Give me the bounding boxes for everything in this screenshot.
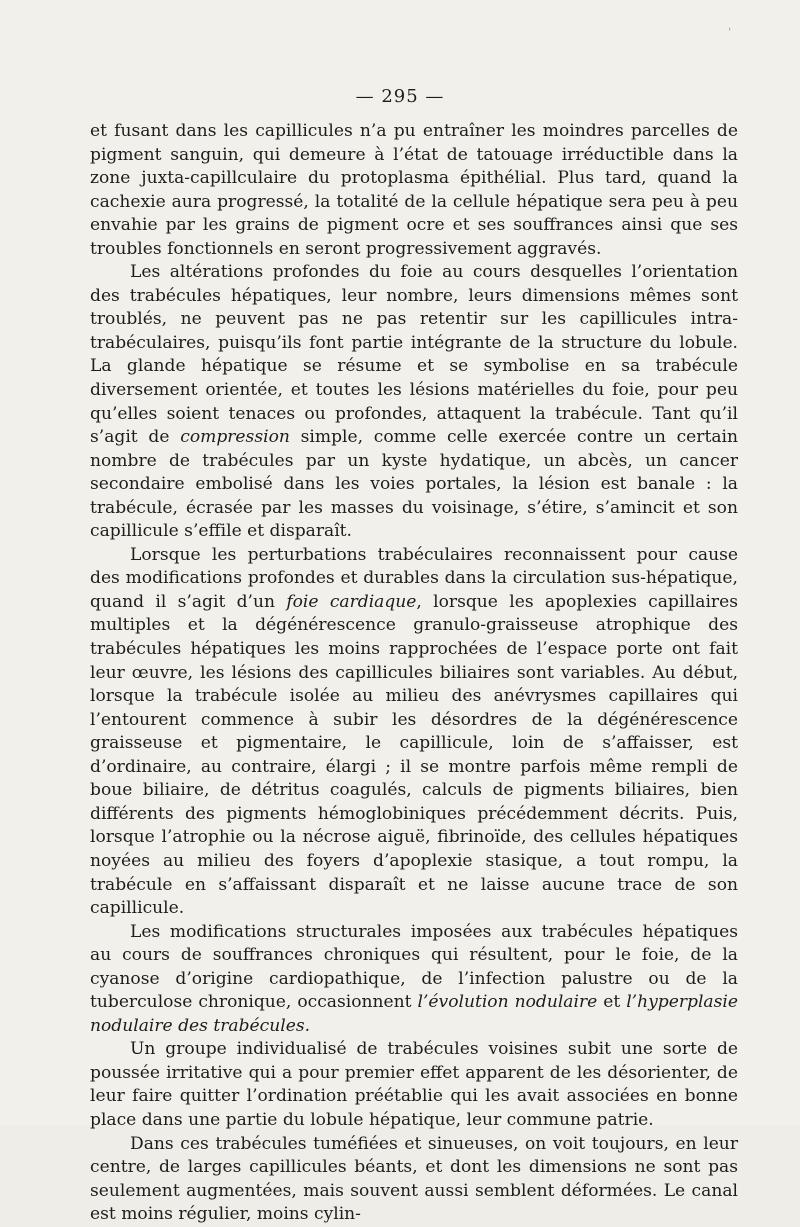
paragraph <box>90 261 738 544</box>
text-run: Les altérations profondes du foie au cours desquelles l’orientation des trabécules hépatiques, leur nombre, leurs dimensions mêmes sont troublés, ne peuvent pas ne pas retentir sur les capillicules intra-trabéculaires, puisqu’ils font partie intégrante de la structure du lobule. La glande hépatique se résume et se symbolise en sa trabécule diversement orientée, et toutes les lésions matérielles du foie, pour peu qu’elles soient tenaces ou profondes, attaquent la trabécule. Tant qu’il s’agit de <box>90 262 738 448</box>
paragraph <box>90 1038 738 1132</box>
italic-term: foie cardiaque <box>286 591 417 612</box>
paragraph <box>90 120 738 261</box>
text-run: Dans ces trabécules tuméfiées et sinueuses, on voit toujours, en leur centre, de larges capillicules béants, et dont les dimensions ne sont pas seulement augmentées, mais souvent aussi semblent déformées. Le canal est moins régulier, moins cylin- <box>90 1133 738 1225</box>
paragraph <box>90 544 738 921</box>
paragraph <box>90 921 738 1039</box>
text-run: , lorsque les apoplexies capillaires multiples et la dégénérescence granulo-graisseuse atrophique des trabécules hépatiques les moins rapprochées de l’espace porte ont fait leur œuvre, les lésions des capillicules biliaires sont variables. Au début, lorsque la trabécule isolée au milieu des anévrysmes capillaires qui l’entourent commence à subir les désordres de la dégénérescence graisseuse et pigmentaire, le capillicule, loin de s’affaisser, est d’ordinaire, au contraire, élargi ; il se montre parfois même rempli de boue biliaire, de détritus coagulés, calculs de pigments biliaires, bien différents des pigments hémoglobiniques précédemment décrits. Puis, lorsque l’atrophie ou la nécrose aiguë, fibrinoïde, des cellules hépatiques noyées au milieu des foyers d’apoplexie stasique, a tout rompu, la trabécule en s’affaissant disparaît et ne laisse aucune trace de son capillicule. <box>90 591 738 919</box>
text-run: et <box>597 992 627 1013</box>
body-text <box>90 120 738 1227</box>
text-run: et fusant dans les capillicules n’a pu entraîner les moindres parcelles de pigment sanguin, qui demeure à l’état de tatouage irréductible dans la zone juxta-capillculaire du protoplasma épithélial. Plus tard, quand la cachexie aura progressé, la totalité de la cellule hépatique sera peu à peu envahie par les grains de pigment ocre et ses souffrances ainsi que ses troubles fonctionnels en seront progressivement aggravés. <box>90 121 738 259</box>
paragraph <box>90 1133 738 1227</box>
italic-term: l’hyperplasie nodulaire des trabécules. <box>90 992 738 1036</box>
italic-term: l’évolution nodulaire <box>417 992 598 1013</box>
text-run: Un groupe individualisé de trabécules voisines subit une sorte de poussée irritative qui a pour premier effet apparent de les désorienter, de leur faire quitter l’ordination préétablie qui les avait associées en bonne place dans une partie du lobule hépatique, leur commune patrie. <box>90 1039 738 1130</box>
italic-term: compression <box>180 427 290 448</box>
scan-speck: ˌ <box>728 18 732 32</box>
page-number: — 295 — <box>355 86 445 107</box>
text-run: simple, comme celle exercée contre un certain nombre de trabécules par un kyste hydatique, un abcès, un cancer secondaire embolisé dans les voies portales, la lésion est banale : la trabécule, écrasée par les masses du voisinage, s’étire, s’amincit et son capillicule s’effile et disparaît. <box>90 427 738 542</box>
text-run: Les modifications structurales imposées aux trabécules hépatiques au cours de souffrances chroniques qui résultent, pour le foie, de la cyanose d’origine cardiopathique, de l’infection palustre ou de la tuberculose chronique, occasionnent <box>90 921 738 1013</box>
text-run: Lorsque les perturbations trabéculaires reconnaissent pour cause des modifications profondes et durables dans la circulation sus-hépatique, quand il s’agit d’un <box>90 544 738 612</box>
